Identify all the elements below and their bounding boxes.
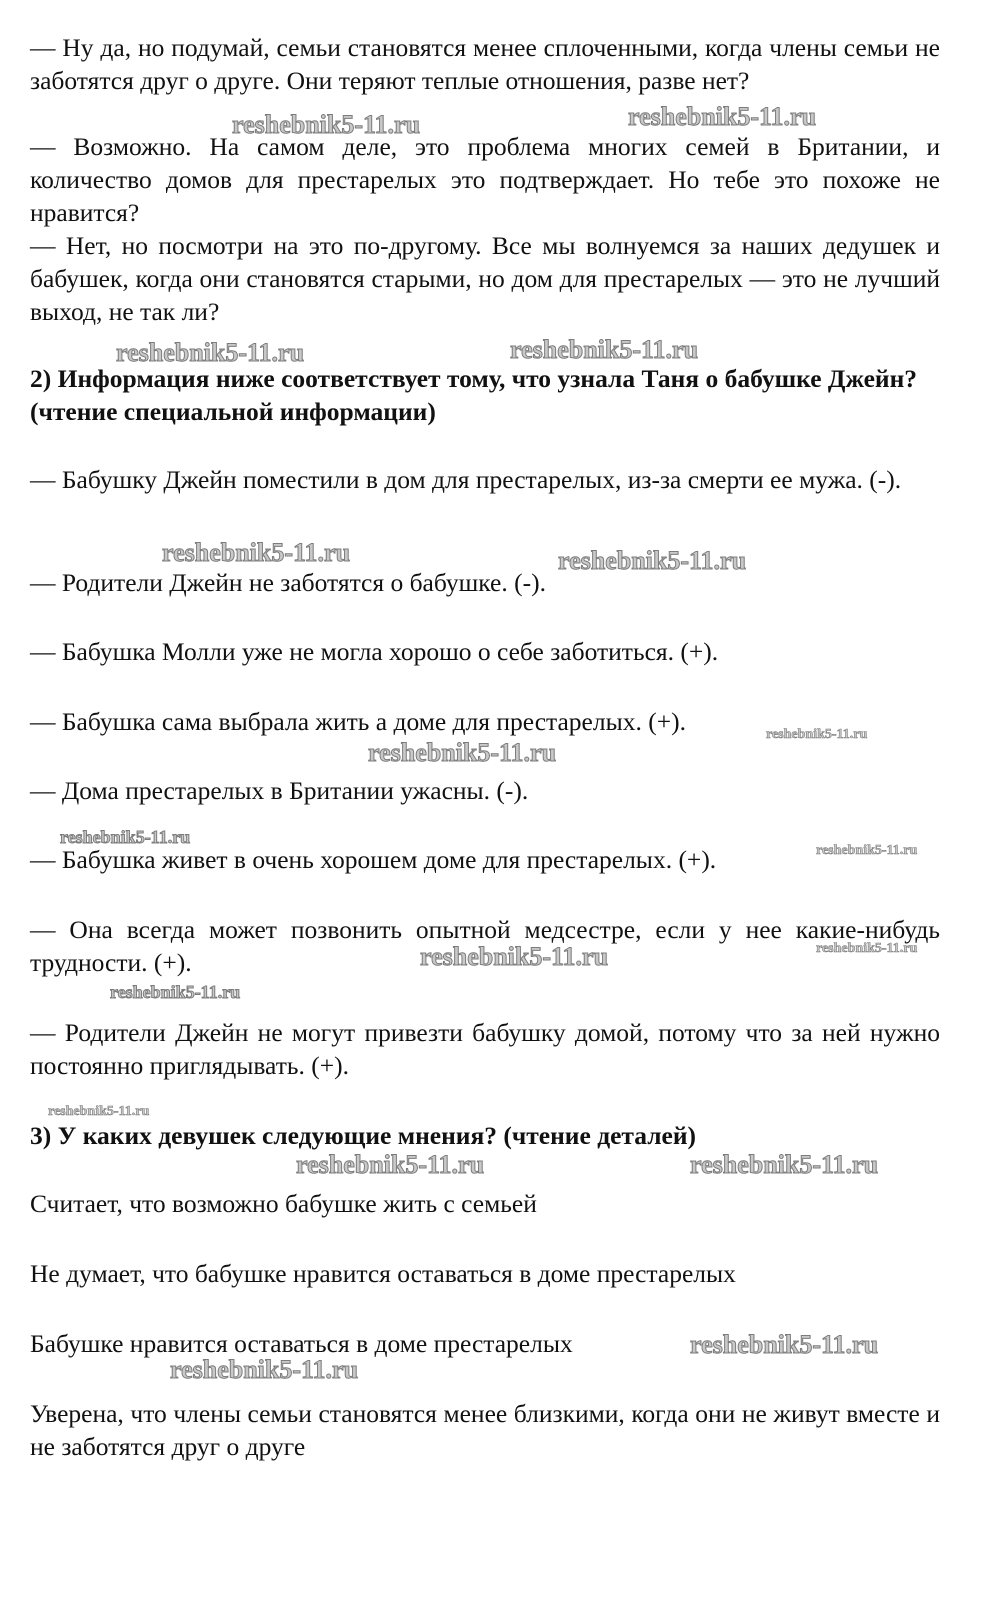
dialogue-paragraph-2: — Возможно. На самом деле, это проблема многих семей в Британии, и количество домов для престарелых это подтверждает. Но тебе это похоже не нравится?	[30, 132, 940, 227]
watermark: reshebnik5-11.ru	[766, 727, 868, 742]
watermark: reshebnik5-11.ru	[296, 1150, 485, 1179]
watermark: reshebnik5-11.ru	[558, 546, 747, 575]
watermark: reshebnik5-11.ru	[170, 1355, 359, 1384]
dialogue-paragraph-1: — Ну да, но подумай, семьи становятся менее сплоченными, когда члены семьи не заботятся друг о друге. Они теряют теплые отношения, разве нет?	[30, 33, 940, 95]
dialogue-paragraph-3: — Нет, но посмотри на это по-другому. Все мы волнуемся за наших дедушек и бабушек, когда они становятся старыми, но дом для престарелых — это не лучший выход, не так ли?	[30, 231, 940, 326]
watermark: reshebnik5-11.ru	[690, 1330, 879, 1359]
section-2-heading: 2) Информация ниже соответствует тому, что узнала Таня о бабушке Джейн? (чтение специальной информации)	[30, 364, 918, 426]
section-3-item-3: Бабушке нравится оставаться в доме престарелых	[30, 1329, 573, 1358]
watermark: reshebnik5-11.ru	[420, 942, 609, 971]
section-3-item-2: Не думает, что бабушке нравится оставаться в доме престарелых	[30, 1259, 736, 1288]
section-3-item-1: Считает, что возможно бабушке жить с семьей	[30, 1189, 537, 1218]
section-2-item-2: — Родители Джейн не заботятся о бабушке. (-).	[30, 568, 546, 597]
watermark: reshebnik5-11.ru	[690, 1150, 879, 1179]
section-2-item-8: — Родители Джейн не могут привезти бабушку домой, потому что за ней нужно постоянно приглядывать. (+).	[30, 1018, 940, 1080]
watermark: reshebnik5-11.ru	[628, 102, 817, 131]
watermark: reshebnik5-11.ru	[816, 843, 918, 858]
watermark: reshebnik5-11.ru	[110, 982, 241, 1002]
watermark: reshebnik5-11.ru	[368, 738, 557, 767]
section-2-item-4: — Бабушка сама выбрала жить а доме для престарелых. (+).	[30, 707, 686, 736]
watermark: reshebnik5-11.ru	[162, 538, 351, 567]
watermark: reshebnik5-11.ru	[60, 827, 191, 847]
section-2-item-6: — Бабушка живет в очень хорошем доме для престарелых. (+).	[30, 845, 717, 874]
section-3-heading: 3) У каких девушек следующие мнения? (чтение деталей)	[30, 1121, 697, 1150]
watermark: reshebnik5-11.ru	[816, 941, 918, 956]
section-3-item-4: Уверена, что члены семьи становятся менее близкими, когда они не живут вместе и не заботятся друг о друге	[30, 1399, 940, 1461]
watermark: reshebnik5-11.ru	[116, 338, 305, 367]
section-2-item-7: — Она всегда может позвонить опытной медсестре, если у нее какие-нибудь трудности. (+).	[30, 915, 940, 977]
section-2-item-3: — Бабушка Молли уже не могла хорошо о себе заботиться. (+).	[30, 637, 719, 666]
section-2-item-5: — Дома престарелых в Британии ужасны. (-).	[30, 776, 529, 805]
section-2-item-1: — Бабушку Джейн поместили в дом для престарелых, из-за смерти ее мужа. (-).	[30, 465, 902, 494]
watermark: reshebnik5-11.ru	[510, 335, 699, 364]
watermark: reshebnik5-11.ru	[48, 1104, 150, 1119]
watermark: reshebnik5-11.ru	[232, 110, 421, 139]
